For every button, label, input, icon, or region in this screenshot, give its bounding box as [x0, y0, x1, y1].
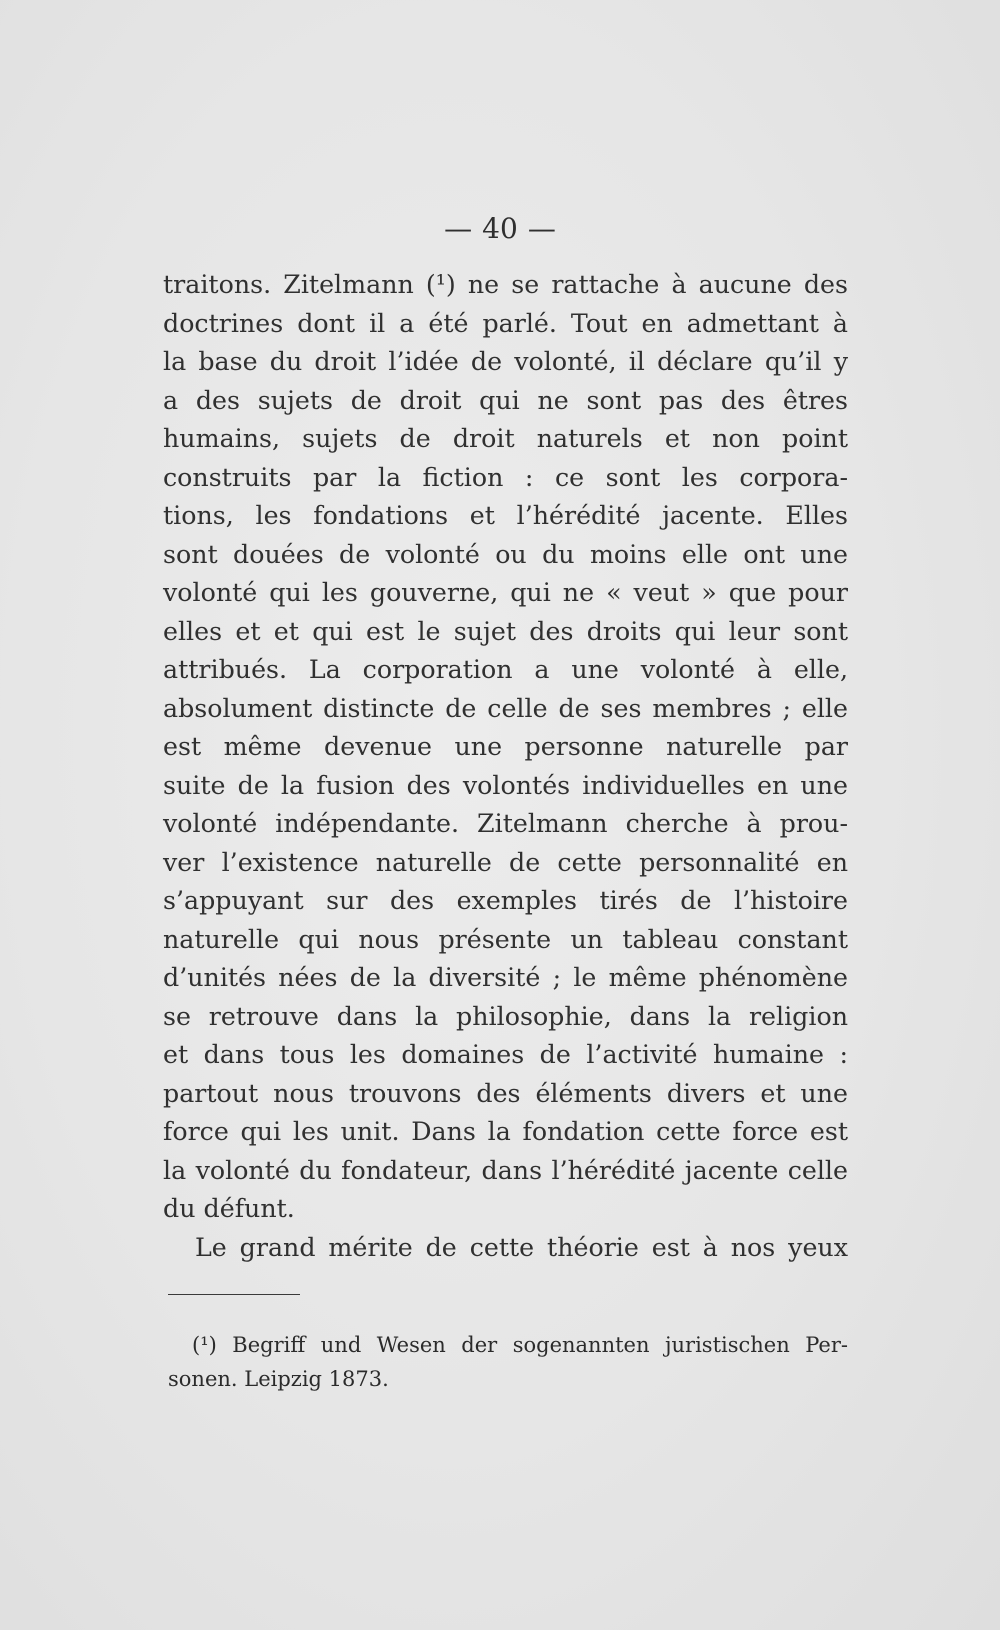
footnote-line: (¹) Begriff und Wesen der sogenannten juristischen Per-: [192, 1333, 848, 1357]
text-line-paragraph-start: Le grand mérite de cette théorie est à nos yeux: [195, 1232, 848, 1262]
text-line: volonté qui les gouverne, qui ne « veut » que pour: [163, 578, 848, 607]
text-line: la base du droit l’idée de volonté, il déclare qu’il y: [163, 347, 848, 376]
text-line: est même devenue une personne naturelle par: [163, 732, 848, 761]
footnote: [168, 1328, 848, 1396]
text-line: et dans tous les domaines de l’activité humaine :: [163, 1040, 848, 1069]
text-line: force qui les unit. Dans la fondation cette force est: [163, 1117, 848, 1146]
text-line: elles et et qui est le sujet des droits qui leur sont: [163, 616, 848, 646]
text-line: naturelle qui nous présente un tableau constant: [163, 924, 848, 954]
text-line: volonté indépendante. Zitelmann cherche à prou-: [163, 809, 848, 838]
text-line: doctrines dont il a été parlé. Tout en admettant à: [163, 308, 848, 338]
text-line-paragraph-end: du défunt.: [163, 1194, 295, 1223]
text-line: partout nous trouvons des éléments divers et une: [163, 1078, 848, 1108]
footnote-line: sonen. Leipzig 1873.: [168, 1367, 389, 1391]
text-line: tions, les fondations et l’hérédité jacente. Elles: [163, 501, 848, 530]
text-line: construits par la fiction : ce sont les corpora-: [163, 462, 848, 492]
text-line: attribués. La corporation a une volonté à elle,: [163, 655, 848, 684]
main-text: [163, 266, 848, 1267]
footnote-separator: [168, 1294, 300, 1295]
text-line: sont douées de volonté ou du moins elle ont une: [163, 539, 848, 569]
text-line: la volonté du fondateur, dans l’hérédité jacente celle: [163, 1155, 848, 1185]
text-line: d’unités nées de la diversité ; le même phénomène: [163, 963, 848, 992]
text-line: se retrouve dans la philosophie, dans la religion: [163, 1001, 848, 1031]
text-line: absolument distincte de celle de ses membres ; elle: [163, 693, 848, 723]
dash-left: —: [444, 212, 473, 245]
page-number-header: [0, 212, 1000, 245]
text-line: traitons. Zitelmann (¹) ne se rattache à aucune des: [163, 270, 848, 299]
text-line: humains, sujets de droit naturels et non point: [163, 424, 848, 453]
text-line: a des sujets de droit qui ne sont pas des êtres: [163, 385, 848, 415]
text-line: ver l’existence naturelle de cette personnalité en: [163, 847, 848, 877]
text-line: suite de la fusion des volontés individuelles en une: [163, 770, 848, 800]
text-line: s’appuyant sur des exemples tirés de l’histoire: [163, 886, 848, 915]
dash-right: —: [527, 212, 556, 245]
page-number: 40: [482, 212, 518, 245]
